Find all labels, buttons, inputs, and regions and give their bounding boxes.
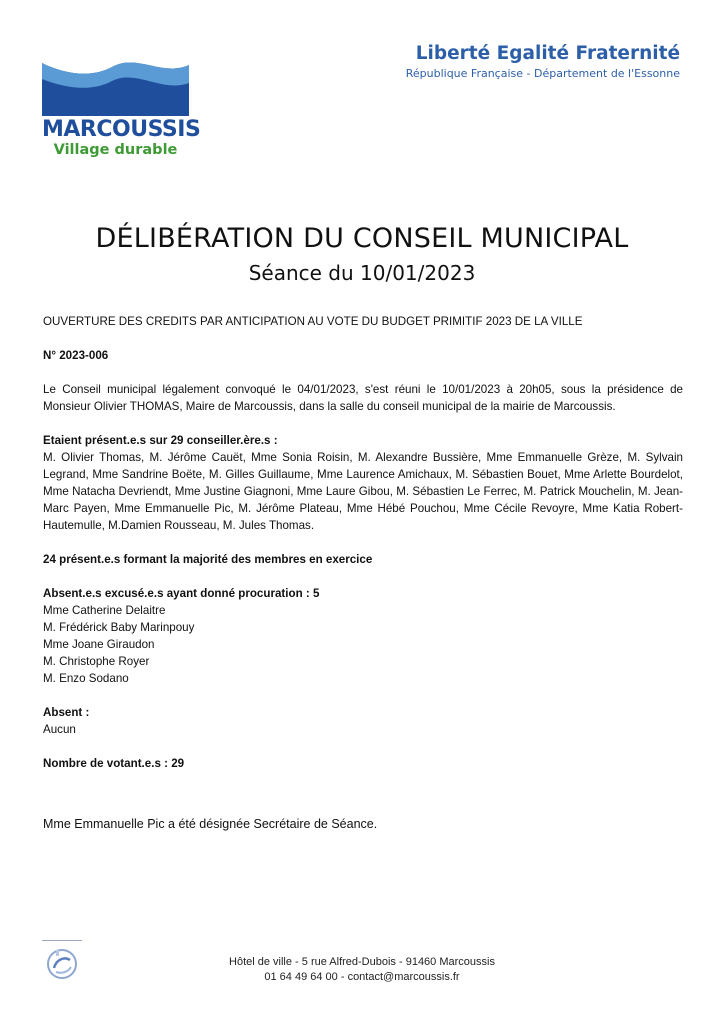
majority-statement: 24 présent.e.s formant la majorité des membres en exercice [43,553,373,566]
excused-member: M. Enzo Sodano [43,672,129,685]
footer-address: Hôtel de ville - 5 rue Alfred-Dubois - 91460 Marcoussis [229,956,495,968]
footer-divider [42,940,82,941]
deliberation-object: OUVERTURE DES CREDITS PAR ANTICIPATION AU VOTE DU BUDGET PRIMITIF 2023 DE LA VILLE [43,315,583,328]
footer-contact [0,955,724,985]
motto-main: Liberté Egalité Fraternité [415,43,680,64]
excused-heading: Absent.e.s excusé.e.s ayant donné procuration : 5 [43,587,320,600]
motto-sub: République Française - Département de l'Essonne [405,67,680,80]
marcoussis-logo [42,43,201,163]
document-title: DÉLIBÉRATION DU CONSEIL MUNICIPAL [95,223,629,254]
convocation-text: Le Conseil municipal légalement convoqué le 04/01/2023, s'est réuni le 10/01/2023 à 20h05, sous la présidence de Monsieur Olivier THOMAS, Maire de Marcoussis, dans la salle du conseil municipal de la mairie de Marcoussis. [43,383,683,413]
republic-motto [406,43,680,81]
absent-heading: Absent : [43,706,90,719]
document-body [43,313,683,772]
logo-wave-icon [42,43,189,116]
secretary-designation: Mme Emmanuelle Pic a été désignée Secrétaire de Séance. [43,817,378,831]
logo-tagline: Village durable [53,142,178,158]
absent-value: Aucun [43,723,76,736]
excused-member: M. Frédérick Baby Marinpouy [43,621,195,634]
present-list: M. Olivier Thomas, M. Jérôme Cauët, Mme Sonia Roisin, M. Alexandre Bussière, Mme Emmanuelle Grèze, M. Sylvain Legrand, Mme Sandrine Boëte, M. Gilles Guillaume, Mme Laurence Amichaux, M. Sébastien Bouet, Mme Arlette Bourdelot, Mme Natacha Devriendt, Mme Justine Giagnoni, Mme Laure Gibou, M. Sébastien Le Ferrec, M. Patrick Mouchelin, M. Jean-Marc Payen, Mme Emmanuelle Pic, M. Jérôme Plateau, Mme Hébé Pouchou, Mme Cécile Revoyre, Mme Katia Robert-Hautemulle, M.Damien Rousseau, M. Jules Thomas. [43,451,683,532]
present-heading: Etaient présent.e.s sur 29 conseiller.ère.s : [43,434,278,447]
excused-member: M. Christophe Royer [43,655,150,668]
excused-member: Mme Joane Giraudon [43,638,155,651]
document-subtitle: Séance du 10/01/2023 [248,261,476,285]
excused-member: Mme Catherine Delaitre [43,604,166,617]
voters-count: Nombre de votant.e.s : 29 [43,757,185,770]
logo-name: MARCOUSSIS [42,117,201,142]
footer-phone-email: 01 64 49 64 00 - contact@marcoussis.fr [264,971,460,983]
deliberation-number: N° 2023-006 [43,349,109,362]
